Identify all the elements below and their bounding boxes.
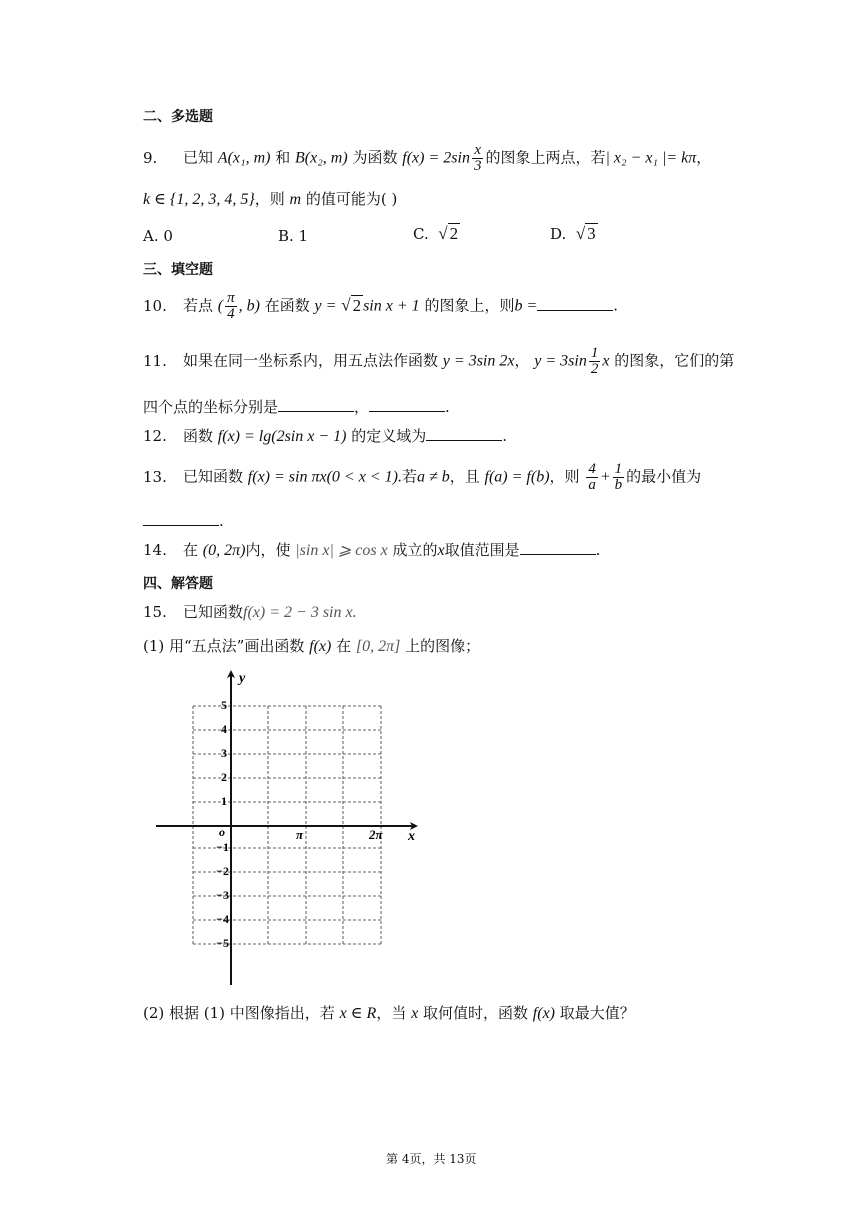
x-axis-label: x — [408, 829, 415, 844]
y-tick: 4 — [221, 722, 227, 736]
y-tick: −1 — [216, 840, 229, 854]
question-12: 12. 函数 f(x) = lg(2sin x − 1) 的定义域为 . — [143, 427, 508, 445]
question-number: 11. — [143, 351, 167, 370]
question-14: 14. 在 (0, 2π)内，使 |sin x| ⩾ cos x 成立的x取值范围是 . — [143, 541, 601, 559]
y-tick: 1 — [221, 794, 227, 808]
coordinate-grid — [150, 665, 430, 990]
section-multi-choice: 二、多选题 — [143, 109, 213, 125]
answer-blank — [537, 296, 613, 311]
answer-blank — [143, 511, 219, 526]
question-15-part1: (1) 用“五点法”画出函数 f(x) 在 [0, 2π] 上的图像； — [143, 637, 481, 655]
x-tick-2pi: 2π — [369, 827, 383, 842]
page-footer: 第 4页，共 13页 — [386, 1152, 477, 1166]
y-tick: −3 — [216, 888, 229, 902]
origin-label: o — [219, 825, 225, 839]
y-tick: −4 — [216, 912, 229, 926]
question-number: 14. — [143, 541, 167, 559]
answer-blank — [278, 397, 354, 412]
question-13-line1: 13. 已知函数 f(x) = sin πx(0 < x < 1).若a ≠ b，且 f(a) = f(b)，则 $\frac{4}{a}$ + $\frac{1}{b}$ 的最小值为 — [143, 461, 702, 493]
option-b: B. 1 — [278, 227, 309, 245]
option-c: C. √ 2 — [413, 224, 459, 243]
answer-blank — [426, 426, 502, 441]
question-15: 15. 已知函数f(x) = 2 − 3 sin x. — [143, 603, 357, 621]
y-tick: 5 — [221, 698, 227, 712]
option-a: A. 0 — [143, 227, 173, 245]
y-tick: 2 — [221, 770, 227, 784]
y-tick: −2 — [216, 864, 229, 878]
y-tick: 3 — [221, 746, 227, 760]
section-fill-blank: 三、填空题 — [143, 262, 213, 278]
answer-blank — [369, 397, 445, 412]
question-9-line2: k ∈ {1, 2, 3, 4, 5}，则 m 的值可能为( ) — [143, 190, 398, 208]
y-tick: −5 — [216, 936, 229, 950]
question-number: 15. — [143, 603, 167, 621]
x-tick-pi: π — [296, 827, 304, 842]
question-number: 12. — [143, 427, 167, 445]
fraction: $\frac{x}{3}$ — [473, 142, 482, 174]
question-11-line1: 11. 如果在同一坐标系内，用五点法作函数 y = 3sin 2x， y = 3sin $\frac{1}{2}$ x 的图象，它们的第 — [143, 345, 735, 377]
question-number: 9. — [143, 148, 158, 167]
question-13-line2: . — [143, 511, 224, 531]
question-11-line2: 四个点的坐标分别是 ， . — [143, 398, 450, 416]
question-15-part2: (2) 根据 (1) 中图像指出，若 x ∈ R，当 x 取何值时，函数 f(x) 取最大值？ — [143, 1004, 635, 1022]
option-d: D. √ 3 — [550, 224, 596, 243]
section-solve: 四、解答题 — [143, 576, 213, 592]
question-number: 13. — [143, 467, 167, 486]
question-9-line1: 9. 已知 A(x₁, m) 和 B(x₂, m) 为函数 f(x) = 2sin $\frac{x}{3}$ 的图象上两点，若| x₂ − x₁ |= kπ， — [143, 142, 712, 174]
question-number: 10. — [143, 296, 167, 315]
question-10: 10. 若点 ( $\frac{\pi}{4}$ , b) 在函数 y = √ 2 sin x + 1 的图象上，则b = . — [143, 290, 619, 322]
y-axis-label: y — [239, 671, 246, 686]
answer-blank — [520, 540, 596, 555]
